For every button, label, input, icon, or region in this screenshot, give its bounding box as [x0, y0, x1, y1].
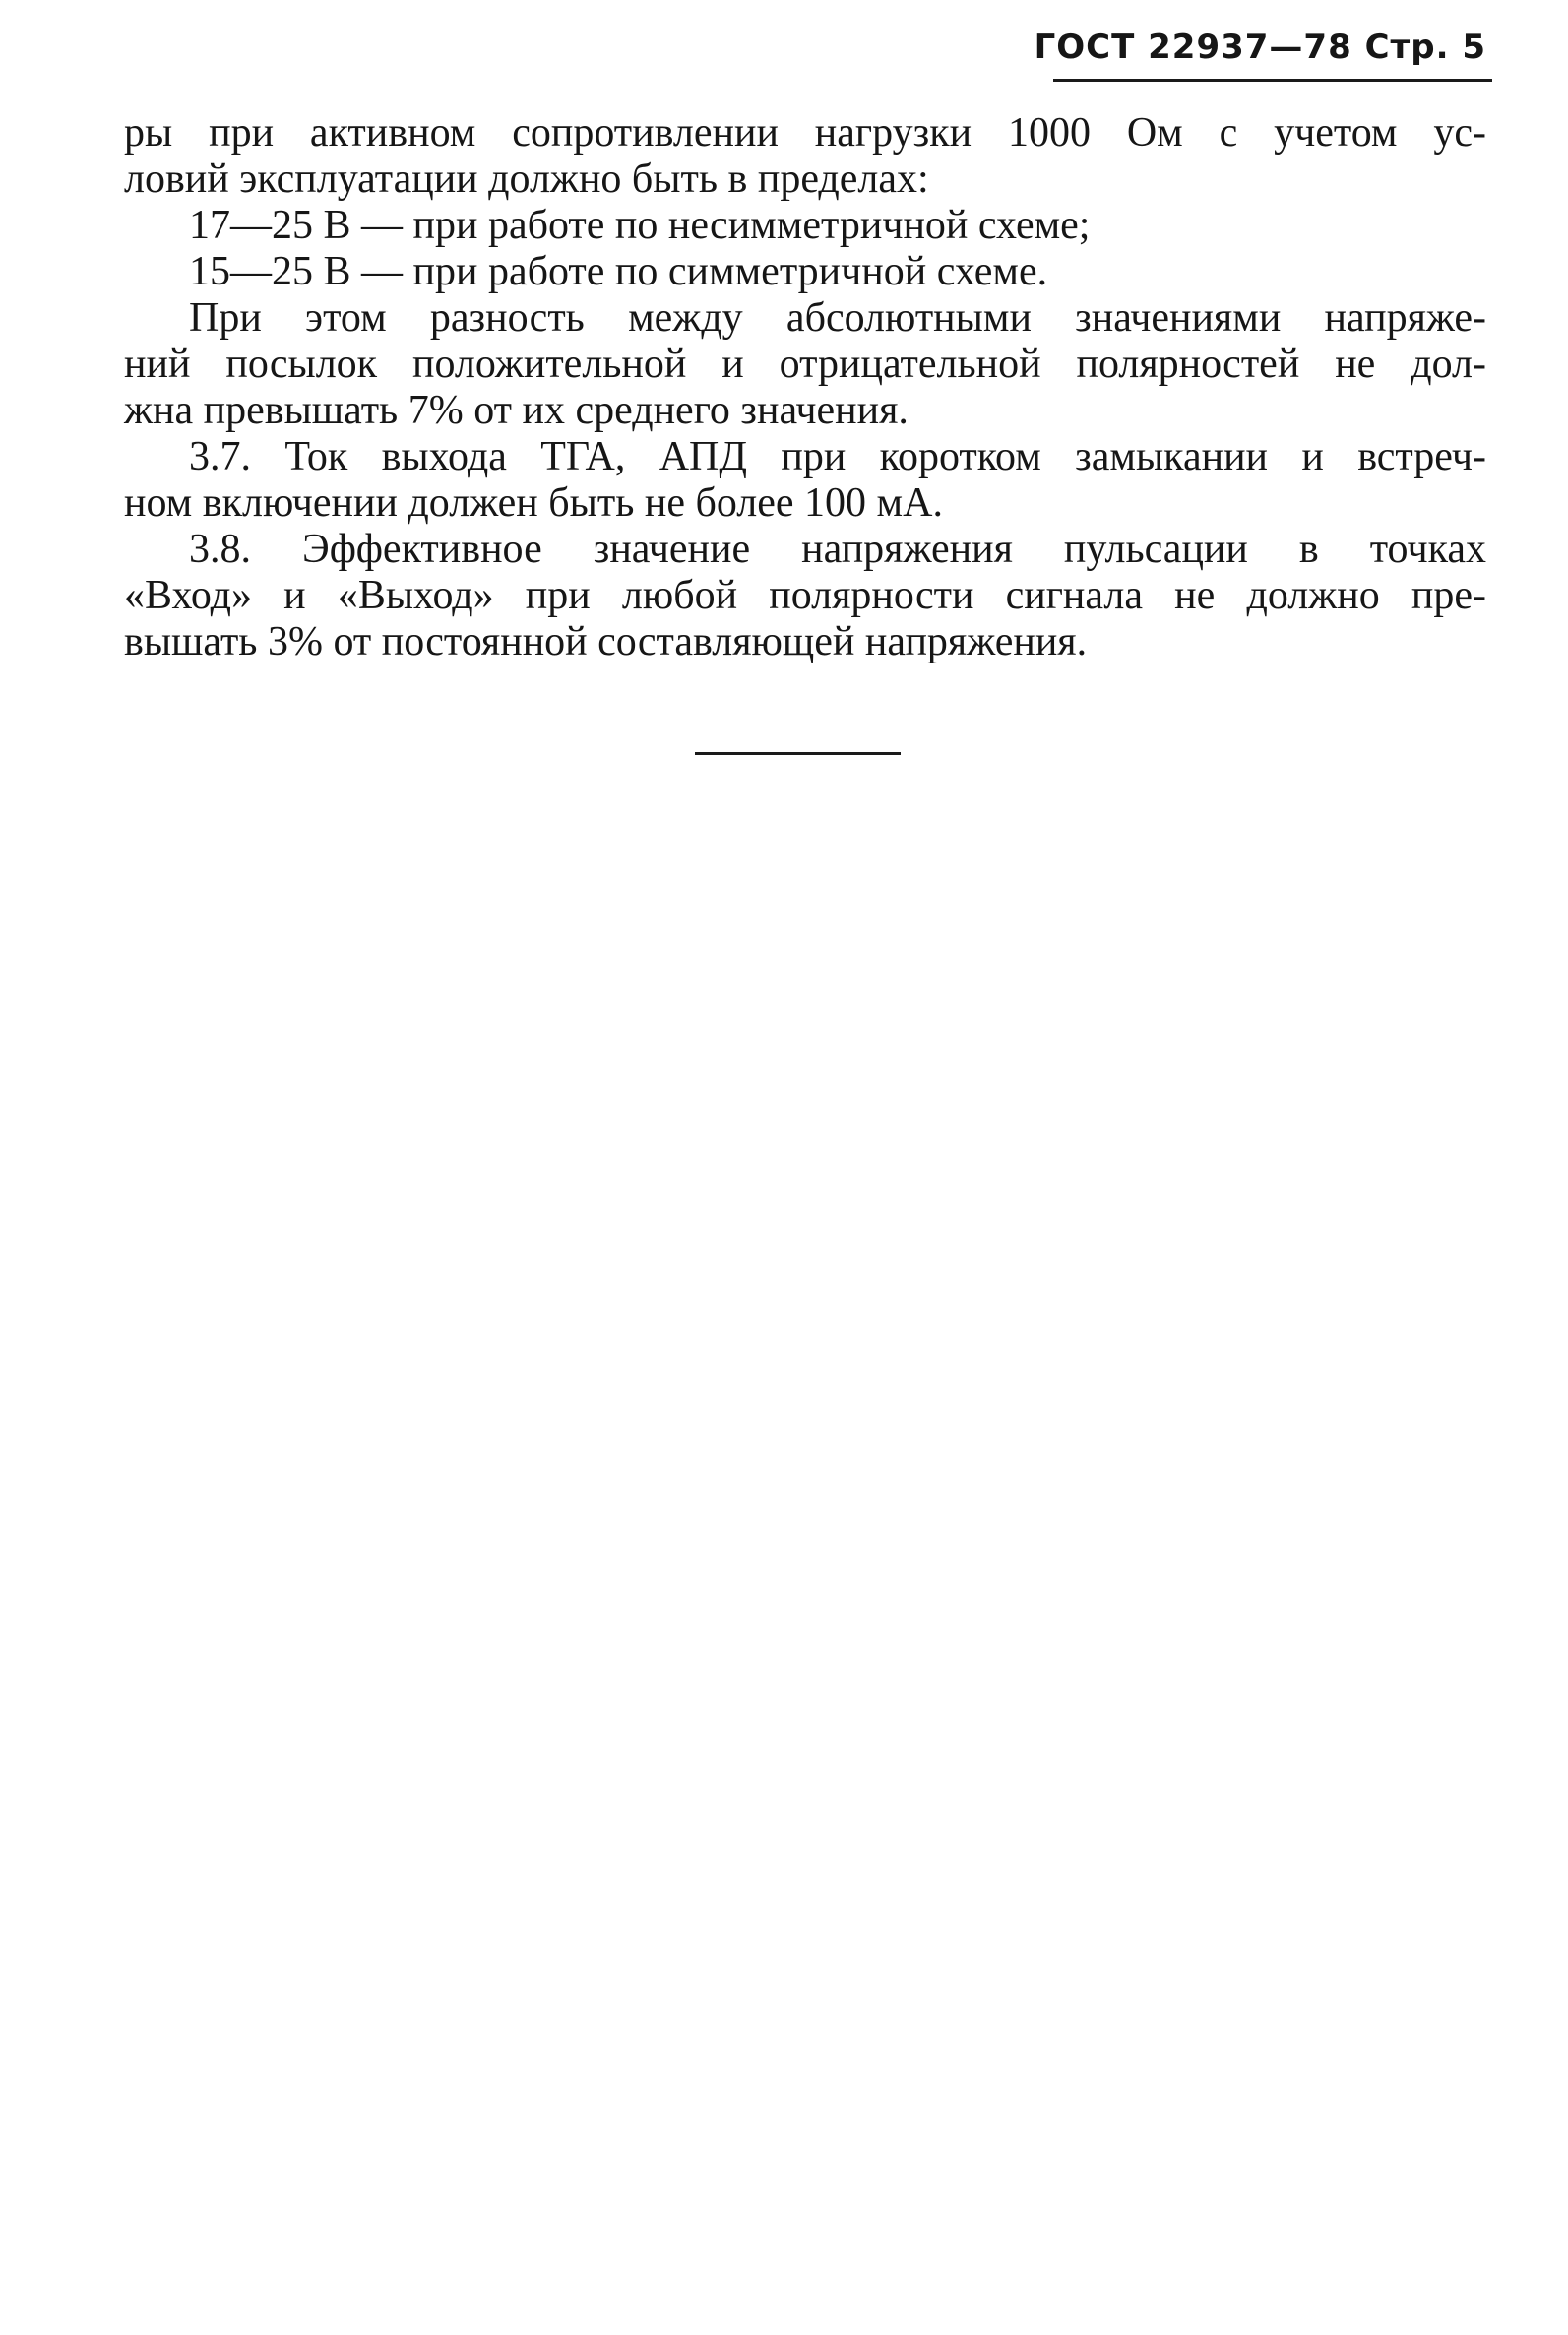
text-line-10: 3.8. Эффективное значение напряжения пульсации в точках — [189, 527, 1486, 572]
text-line-8: 3.7. Ток выхода ТГА, АПД при коротком замыкании и встреч- — [189, 434, 1486, 479]
header-rule — [1053, 79, 1492, 82]
text-line-6: ний посылок положительной и отрицательной полярностей не дол- — [124, 342, 1486, 387]
text-line-1: ры при активном сопротивлении нагрузки 1000 Ом с учетом ус- — [124, 110, 1486, 156]
body-text — [124, 110, 1486, 665]
text-line-5: При этом разность между абсолютными значениями напряже- — [189, 295, 1486, 341]
text-line-4: 15—25 В — при работе по симметричной схеме. — [189, 249, 1048, 294]
text-line-7: жна превышать 7% от их среднего значения. — [124, 388, 909, 433]
running-head-text: ГОСТ 22937—78 Стр. 5 — [1034, 28, 1486, 67]
text-line-12: вышать 3% от постоянной составляющей напряжения. — [124, 619, 1088, 664]
running-head — [1034, 26, 1492, 87]
text-line-2: ловий эксплуатации должно быть в пределах: — [124, 157, 929, 202]
text-line-9: ном включении должен быть не более 100 мА. — [124, 480, 943, 526]
end-rule — [695, 752, 901, 755]
text-line-3: 17—25 В — при работе по несимметричной схеме; — [189, 203, 1091, 248]
text-line-11: «Вход» и «Выход» при любой полярности сигнала не должно пре- — [124, 573, 1486, 618]
